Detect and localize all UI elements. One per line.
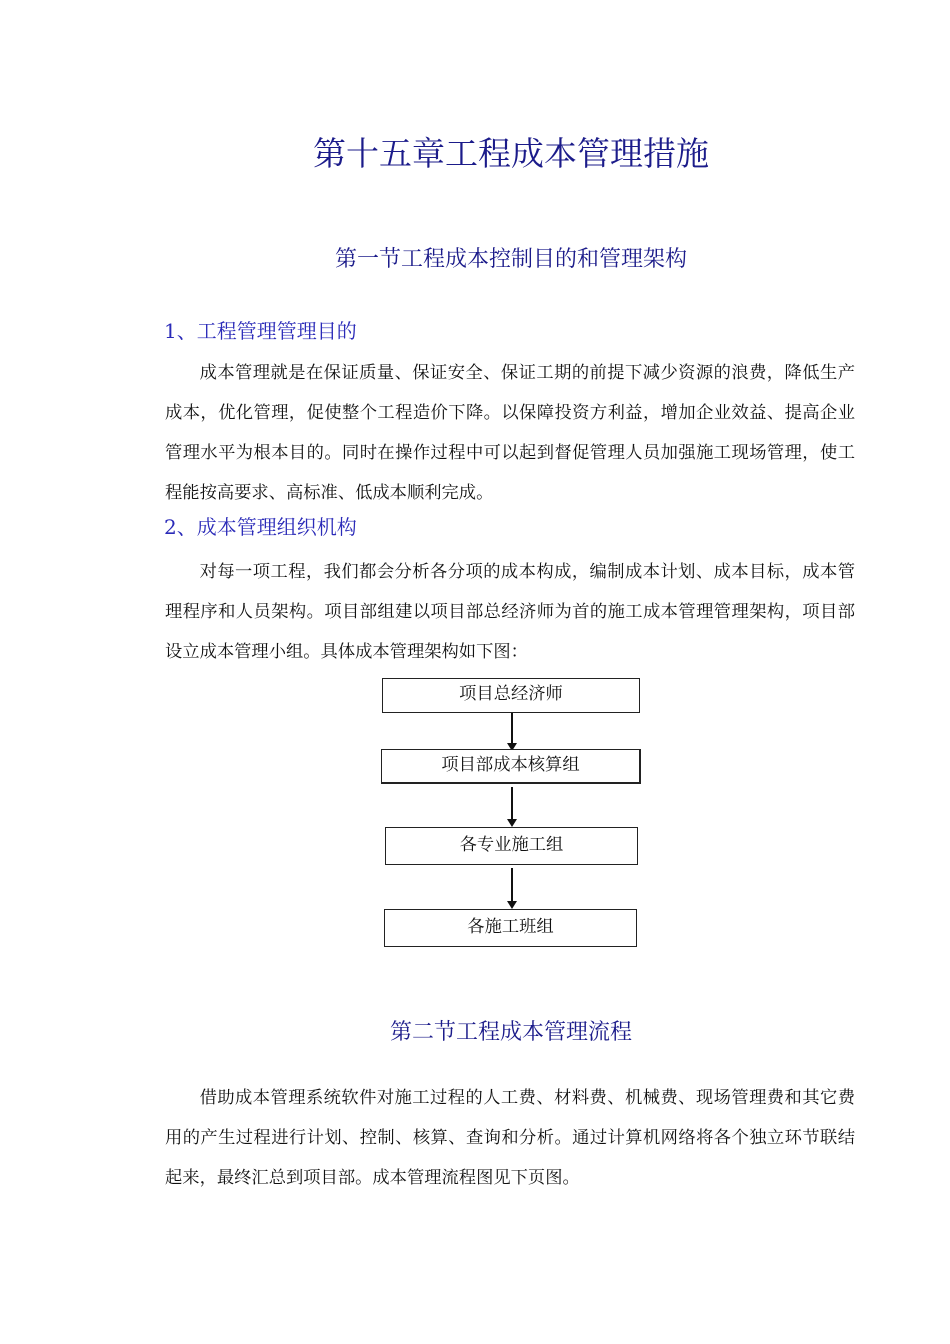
item-2-paragraph: 对每一项工程，我们都会分析各分项的成本构成，编制成本计划、成本目标，成本管理程序和人员架构。项目部组建以项目部总经济师为首的施工成本管理管理架构，项目部设立成本管理小组。具体成本管理架构如下图： [165,562,855,662]
org-node-construction-teams [384,909,637,947]
item-2-heading: 2、成本管理组织机构 [164,515,357,539]
item-1-heading: 1、工程管理管理目的 [164,319,357,343]
org-arrow-3 [511,868,513,903]
section-2-title: 第二节工程成本管理流程 [389,1020,632,1045]
org-node-label: 各施工班组 [467,917,554,937]
item-1-paragraph: 成本管理就是在保证质量、保证安全、保证工期的前提下减少资源的浪费，降低生产成本，优化管理，促使整个工程造价下降。以保障投资方利益，增加企业效益、提高企业管理水平为根本目的。同时在操作过程中可以起到督促管理人员加强施工现场管理，使工程能按高要求、高标准、低成本顺利完成。 [165,363,855,503]
org-arrow-1 [511,713,513,745]
section-1-title: 第一节工程成本控制目的和管理架构 [334,247,687,272]
org-node-chief-economist [382,678,640,713]
org-arrow-2 [511,787,513,821]
org-node-label: 项目总经济师 [459,684,563,704]
org-node-cost-accounting-group [381,749,641,784]
chapter-title: 第十五章工程成本管理措施 [313,134,709,173]
org-node-label: 各专业施工组 [459,835,564,855]
org-node-specialty-construction-groups [385,827,638,865]
section-2-paragraph: 借助成本管理系统软件对施工过程的人工费、材料费、机械费、现场管理费和其它费用的产生过程进行计划、控制、核算、查询和分析。通过计算机网络将各个独立环节联结起来，最终汇总到项目部。成本管理流程图见下页图。 [165,1088,855,1188]
org-node-label: 项目部成本核算组 [441,755,580,775]
